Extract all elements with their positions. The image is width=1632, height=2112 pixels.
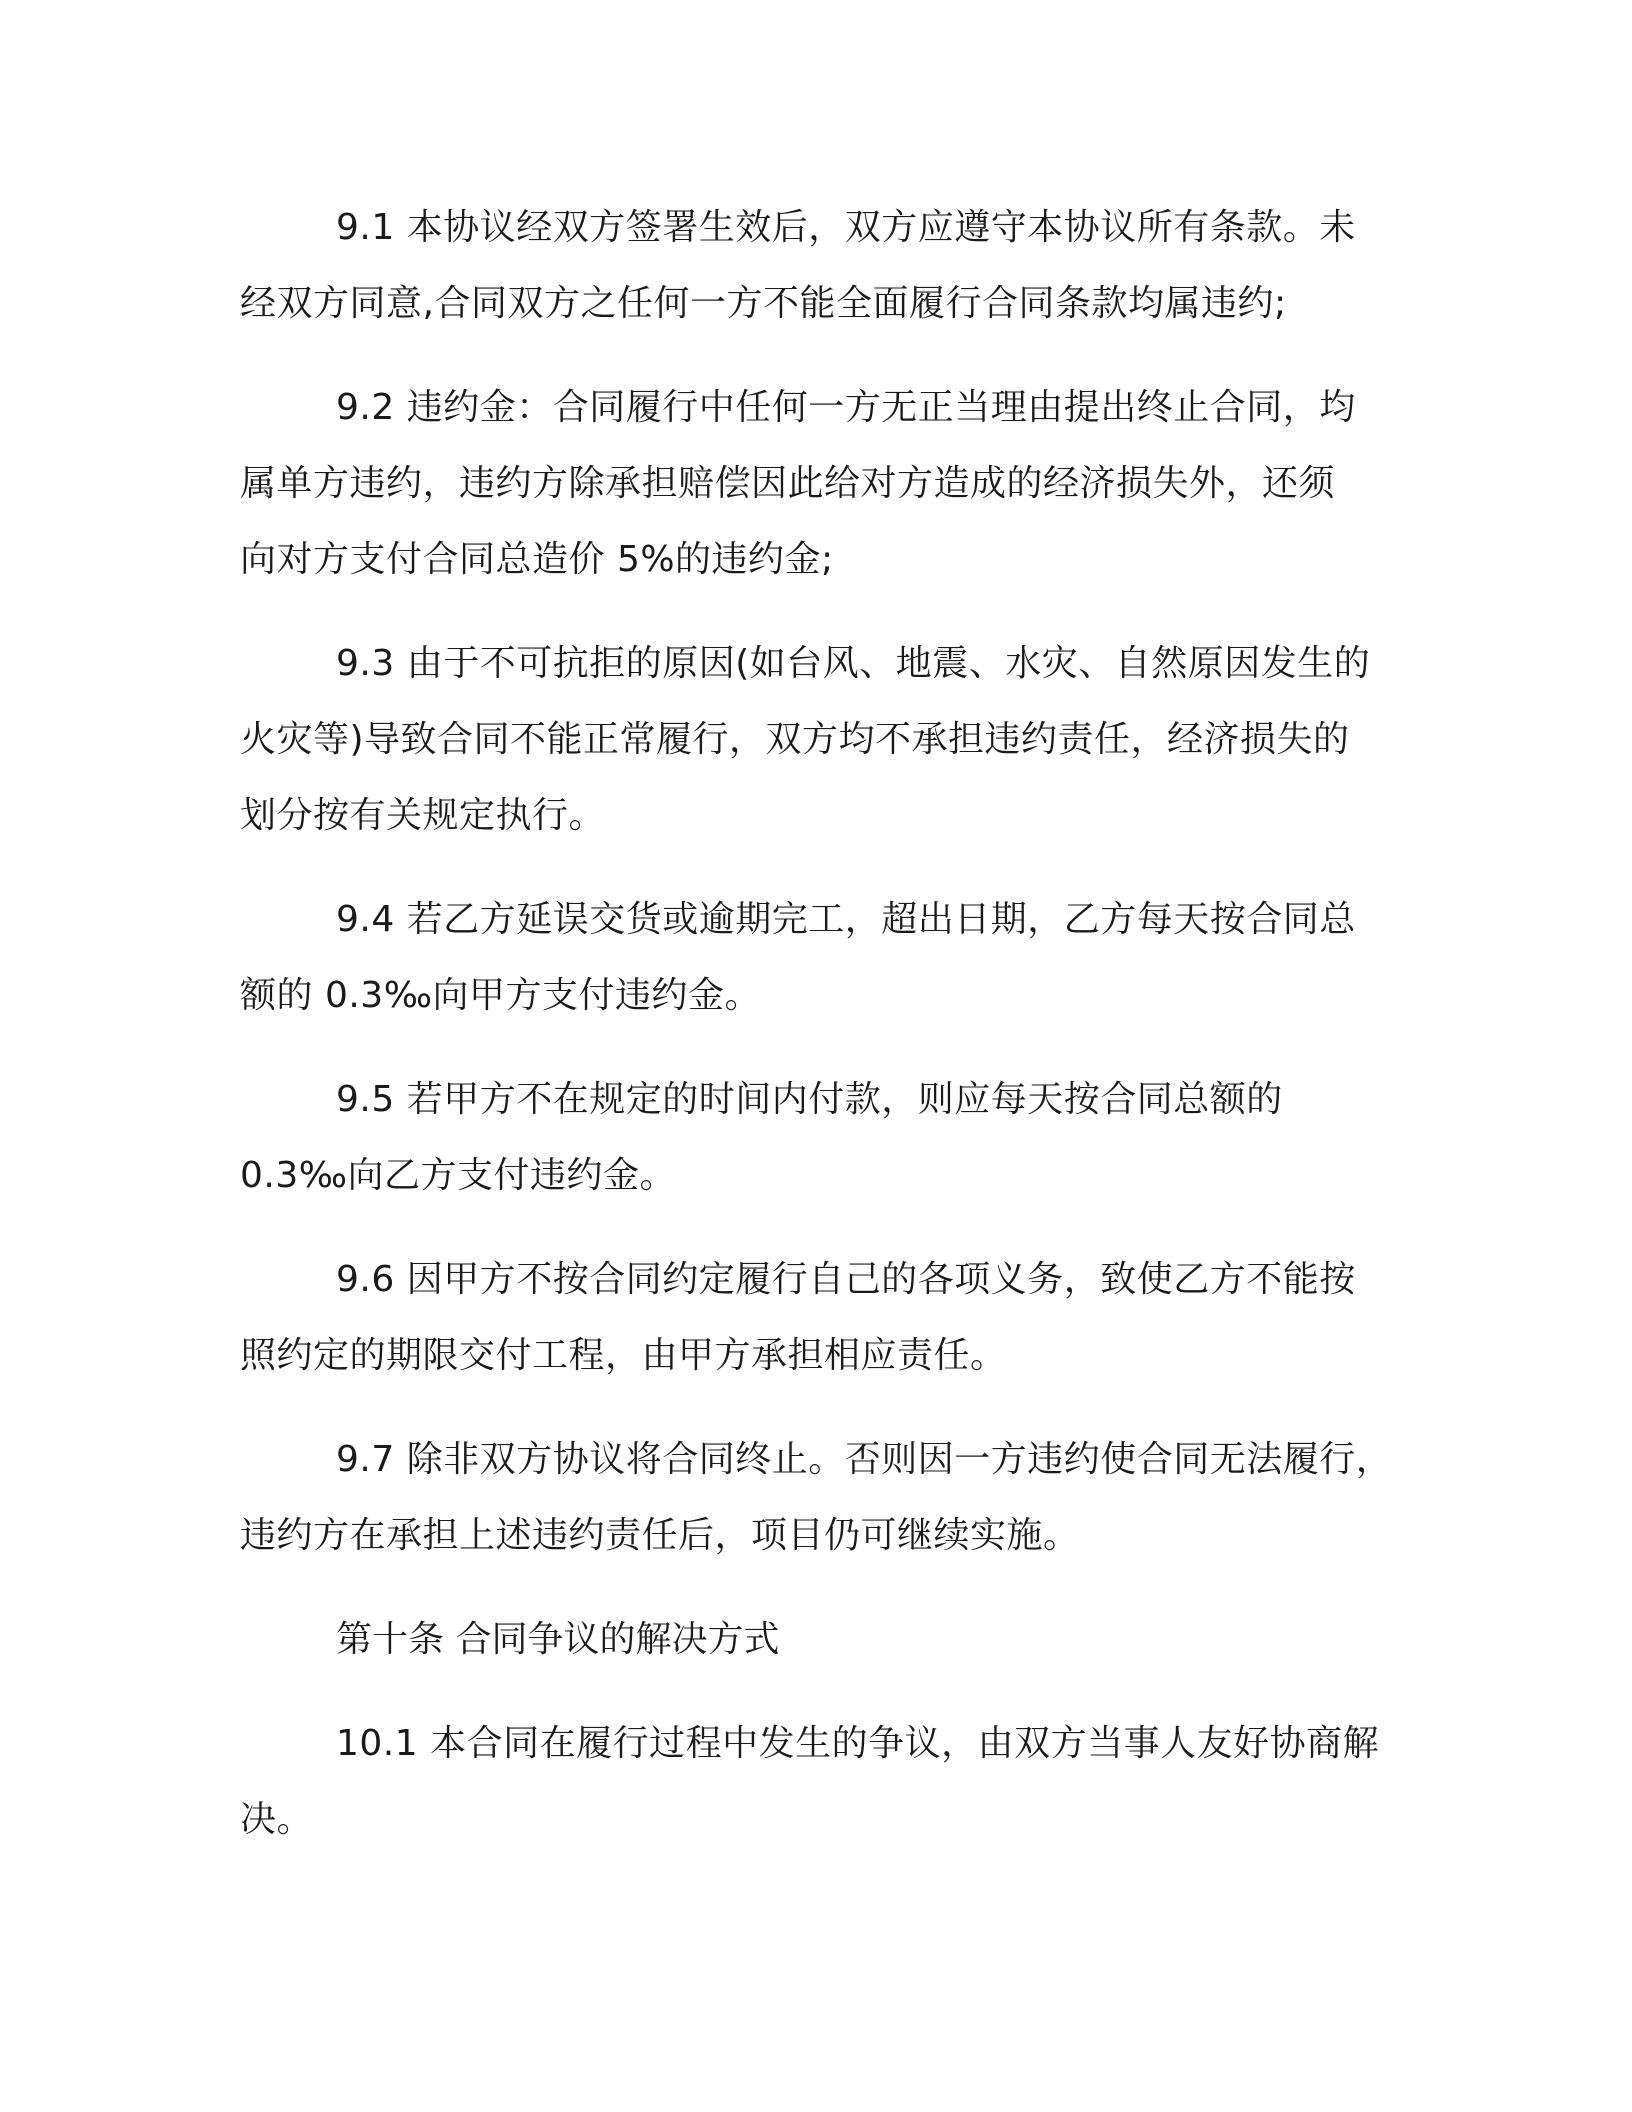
clause-line: 照约定的期限交付工程，由甲方承担相应责任。 <box>240 1335 1007 1376</box>
clause-line: 9.5 若甲方不在规定的时间内付款，则应每天按合同总额的 <box>336 1079 1283 1120</box>
clause-9-4 <box>240 882 1390 1034</box>
clause-10-1 <box>240 1706 1390 1858</box>
clause-line: 9.4 若乙方延误交货或逾期完工，超出日期，乙方每天按合同总 <box>336 899 1356 940</box>
clause-line: 额的 0.3‰向甲方支付违约金。 <box>240 975 762 1016</box>
clause-9-2 <box>240 370 1390 598</box>
clause-line: 经双方同意,合同双方之任何一方不能全面履行合同条款均属违约; <box>240 283 1287 324</box>
clause-line: 9.1 本协议经双方签署生效后，双方应遵守本协议所有条款。未 <box>336 207 1356 248</box>
clause-line: 火灾等)导致合同不能正常履行，双方均不承担违约责任，经济损失的 <box>240 719 1350 760</box>
clause-line: 9.3 由于不可抗拒的原因(如台风、地震、水灾、自然原因发生的 <box>336 643 1371 684</box>
clause-9-6 <box>240 1242 1390 1394</box>
clause-line: 9.7 除非双方协议将合同终止。否则因一方违约使合同无法履行， <box>336 1439 1393 1480</box>
clause-9-5 <box>240 1062 1390 1214</box>
clause-line: 0.3‰向乙方支付违约金。 <box>240 1155 677 1196</box>
clause-line: 向对方支付合同总造价 5%的违约金; <box>240 539 834 580</box>
clause-line: 违约方在承担上述违约责任后，项目仍可继续实施。 <box>240 1515 1080 1556</box>
document-body <box>240 190 1393 1886</box>
clause-line: 划分按有关规定执行。 <box>240 795 606 836</box>
clause-line: 决。 <box>240 1799 314 1840</box>
clause-line: 属单方违约，违约方除承担赔偿因此给对方造成的经济损失外，还须 <box>240 463 1336 504</box>
clause-line: 9.6 因甲方不按合同约定履行自己的各项义务，致使乙方不能按 <box>336 1259 1356 1300</box>
clause-line: 10.1 本合同在履行过程中发生的争议，由双方当事人友好协商解 <box>336 1723 1380 1764</box>
clause-9-7 <box>240 1422 1393 1574</box>
section-heading: 第十条 合同争议的解决方式 <box>336 1619 780 1660</box>
clause-line: 9.2 违约金：合同履行中任何一方无正当理由提出终止合同，均 <box>336 387 1356 428</box>
clause-9-1 <box>240 190 1390 342</box>
clause-9-3 <box>240 626 1390 854</box>
